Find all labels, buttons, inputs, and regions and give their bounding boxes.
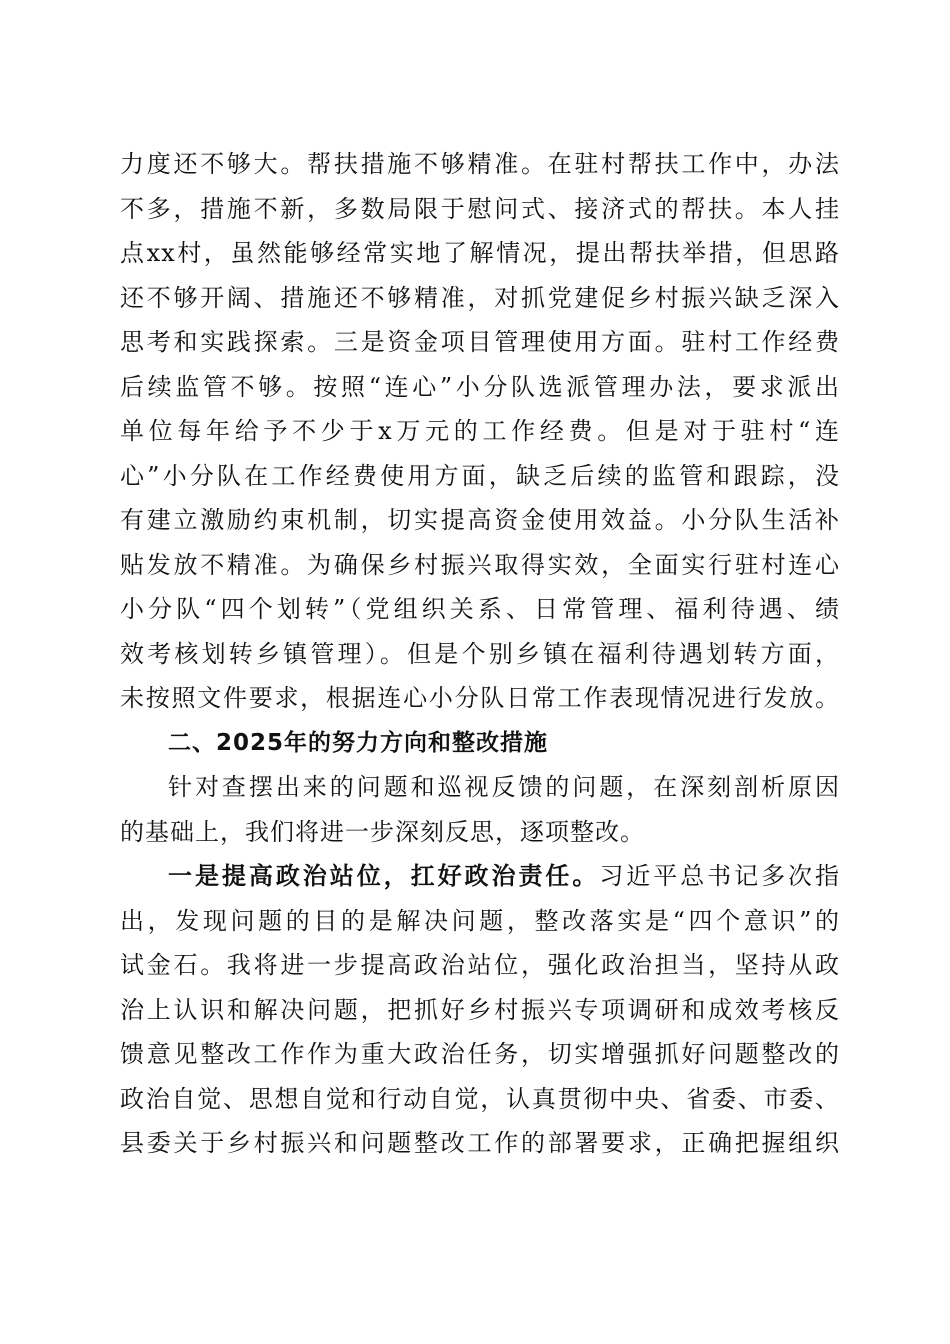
text-line: 后续监管不够。按照“连心”小分队选派管理办法，要求派出 bbox=[120, 372, 840, 401]
text-line: 馈意见整改工作作为重大政治任务，切实增强抓好问题整改的 bbox=[120, 1040, 840, 1068]
text-line: 效考核划转乡镇管理）。但是个别乡镇在福利待遇划转方面， bbox=[120, 639, 840, 668]
text-line: 贴发放不精准。为确保乡村振兴取得实效，全面实行驻村连心 bbox=[120, 550, 840, 579]
text-line: 单位每年给予不少于x万元的工作经费。但是对于驻村“连 bbox=[120, 417, 840, 445]
section-heading: 二、2025年的努力方向和整改措施 bbox=[168, 729, 549, 756]
text-line: 还不够开阔、措施还不够精准，对抓党建促乡村振兴缺乏深入 bbox=[120, 283, 840, 312]
text-line: 力度还不够大。帮扶措施不够精准。在驻村帮扶工作中，办法 bbox=[120, 150, 840, 178]
text-line: 的基础上，我们将进一步深刻反思，逐项整改。 bbox=[120, 817, 645, 846]
text-line: 县委关于乡村振兴和问题整改工作的部署要求，正确把握组织 bbox=[120, 1129, 840, 1157]
document-body bbox=[120, 142, 840, 1166]
text-line: 心”小分队在工作经费使用方面，缺乏后续的监管和跟踪，没 bbox=[120, 461, 840, 490]
text-line: 试金石。我将进一步提高政治站位，强化政治担当，坚持从政 bbox=[120, 951, 840, 979]
paragraph-intro bbox=[120, 765, 840, 854]
text-line: 未按照文件要求，根据连心小分队日常工作表现情况进行发放。 bbox=[120, 684, 840, 712]
text-line: 有建立激励约束机制，切实提高资金使用效益。小分队生活补 bbox=[120, 506, 840, 534]
text-line: 思考和实践探索。三是资金项目管理使用方面。驻村工作经费 bbox=[120, 328, 840, 356]
text-line bbox=[120, 854, 840, 899]
paragraph-lead-rest: 习近平总书记多次指 bbox=[599, 862, 841, 890]
text-line: 针对查摆出来的问题和巡视反馈的问题，在深刻剖析原因 bbox=[168, 773, 840, 801]
paragraph-political-stance bbox=[120, 854, 840, 1166]
text-line: 不多，措施不新，多数局限于慰问式、接济式的帮扶。本人挂 bbox=[120, 194, 840, 223]
text-line: 治上认识和解决问题，把抓好乡村振兴专项调研和成效考核反 bbox=[120, 995, 840, 1024]
text-line: 出，发现问题的目的是解决问题，整改落实是“四个意识”的 bbox=[120, 906, 840, 935]
text-line: 政治自觉、思想自觉和行动自觉，认真贯彻中央、省委、市委、 bbox=[120, 1084, 840, 1113]
paragraph-funding-issues bbox=[120, 142, 840, 721]
text-line: 小分队“四个划转”（党组织关系、日常管理、福利待遇、绩 bbox=[120, 595, 840, 623]
paragraph-lead: 一是提高政治站位，扛好政治责任。 bbox=[168, 861, 600, 890]
text-line: 点xx村，虽然能够经常实地了解情况，提出帮扶举措，但思路 bbox=[120, 239, 840, 267]
